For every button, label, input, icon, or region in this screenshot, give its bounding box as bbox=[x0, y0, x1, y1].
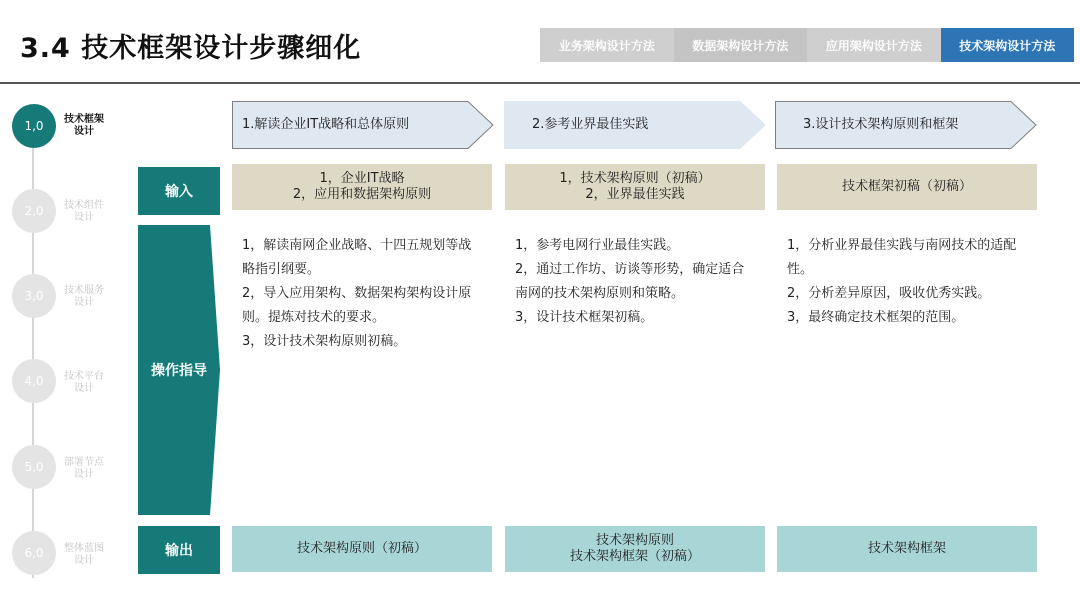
step-1-label-line2: 设计 bbox=[74, 126, 94, 137]
input-box-2 bbox=[505, 164, 765, 210]
process-step-1-label: 1.解读企业IT战略和总体原则 bbox=[242, 117, 410, 132]
input-box-2-line1: 1，技术架构原则（初稿） bbox=[559, 171, 711, 186]
page-title: 3.4 技术框架设计步骤细化 bbox=[20, 33, 362, 64]
step-5-circle[interactable]: 5,0 bbox=[12, 445, 56, 489]
input-box-1 bbox=[232, 164, 492, 210]
input-box-2-line2: 2，业界最佳实践 bbox=[585, 187, 685, 202]
tab-business-architecture[interactable]: 业务架构设计方法 bbox=[540, 28, 674, 62]
input-box-1-line2: 2，应用和数据架构原则 bbox=[292, 187, 432, 202]
step-6-circle[interactable]: 6,0 bbox=[12, 531, 56, 575]
step-5-label-line1: 部署节点 bbox=[64, 457, 104, 468]
input-box-3 bbox=[777, 164, 1037, 210]
guide-1-item-2: 2，导入应用架构、数据架构架构设计原则。提炼对技术的要求。 bbox=[242, 286, 472, 325]
method-tabs bbox=[540, 28, 1074, 62]
step-3-label-line2: 设计 bbox=[74, 297, 94, 308]
guide-column-3 bbox=[787, 234, 1027, 330]
output-box-3 bbox=[777, 526, 1037, 572]
step-5-label-line2: 设计 bbox=[74, 469, 94, 480]
step-4-label-line1: 技术平台 bbox=[64, 371, 104, 382]
step-6-label bbox=[58, 543, 110, 567]
output-box-3-line1: 技术架构框架 bbox=[867, 541, 946, 556]
process-step-3-label: 3.设计技术架构原则和框架 bbox=[803, 117, 959, 132]
output-box-2-line1: 技术架构原则 bbox=[595, 533, 674, 548]
guide-column-2 bbox=[515, 234, 755, 330]
step-1-label-line1: 技术框架 bbox=[64, 114, 104, 125]
guide-3-item-1: 1，分析业界最佳实践与南网技术的适配性。 bbox=[787, 238, 1017, 277]
header-divider bbox=[0, 82, 1080, 84]
tab-application-architecture[interactable]: 应用架构设计方法 bbox=[807, 28, 941, 62]
step-4-circle[interactable]: 4,0 bbox=[12, 359, 56, 403]
process-step-3 bbox=[775, 101, 1037, 149]
guide-1-item-3: 3，设计技术架构原则初稿。 bbox=[242, 334, 407, 349]
process-step-2-label: 2.参考业界最佳实践 bbox=[532, 117, 649, 132]
output-box-2-line2: 技术架构框架（初稿） bbox=[569, 549, 700, 564]
tab-data-architecture[interactable]: 数据架构设计方法 bbox=[674, 28, 808, 62]
step-6-label-line2: 设计 bbox=[74, 555, 94, 566]
step-6-label-line1: 整体蓝图 bbox=[64, 543, 104, 554]
input-box-3-line1: 技术框架初稿（初稿） bbox=[841, 179, 972, 194]
guide-2-item-3: 3，设计技术框架初稿。 bbox=[515, 310, 654, 325]
input-row-label: 输入 bbox=[138, 167, 220, 215]
step-4-label-line2: 设计 bbox=[74, 383, 94, 394]
step-5-label bbox=[58, 457, 110, 481]
output-box-2 bbox=[505, 526, 765, 572]
step-1-label bbox=[58, 114, 110, 138]
step-2-circle[interactable]: 2,0 bbox=[12, 189, 56, 233]
guide-3-item-3: 3，最终确定技术框架的范围。 bbox=[787, 310, 965, 325]
guide-3-item-2: 2，分析差异原因，吸收优秀实践。 bbox=[787, 286, 991, 301]
step-2-label-line2: 设计 bbox=[74, 212, 94, 223]
guide-2-item-2: 2，通过工作坊、访谈等形势，确定适合南网的技术架构原则和策略。 bbox=[515, 262, 745, 301]
step-2-label-line1: 技术组件 bbox=[64, 200, 104, 211]
tab-technical-architecture[interactable]: 技术架构设计方法 bbox=[941, 28, 1075, 62]
step-3-label bbox=[58, 285, 110, 309]
output-box-1 bbox=[232, 526, 492, 572]
guide-row-label bbox=[138, 225, 220, 515]
output-row-label: 输出 bbox=[138, 526, 220, 574]
step-1-circle[interactable]: 1,0 bbox=[12, 104, 56, 148]
input-box-1-line1: 1，企业IT战略 bbox=[319, 171, 405, 186]
process-step-2 bbox=[504, 101, 766, 149]
guide-row-label-text: 操作指导 bbox=[151, 363, 207, 379]
step-3-circle[interactable]: 3,0 bbox=[12, 274, 56, 318]
guide-column-1 bbox=[242, 234, 482, 354]
step-3-label-line1: 技术服务 bbox=[64, 285, 104, 296]
guide-2-item-1: 1，参考电网行业最佳实践。 bbox=[515, 238, 680, 253]
step-2-label bbox=[58, 200, 110, 224]
output-box-1-line1: 技术架构原则（初稿） bbox=[296, 541, 427, 556]
process-step-1 bbox=[232, 101, 494, 149]
step-4-label bbox=[58, 371, 110, 395]
guide-1-item-1: 1，解读南网企业战略、十四五规划等战略指引纲要。 bbox=[242, 238, 472, 277]
